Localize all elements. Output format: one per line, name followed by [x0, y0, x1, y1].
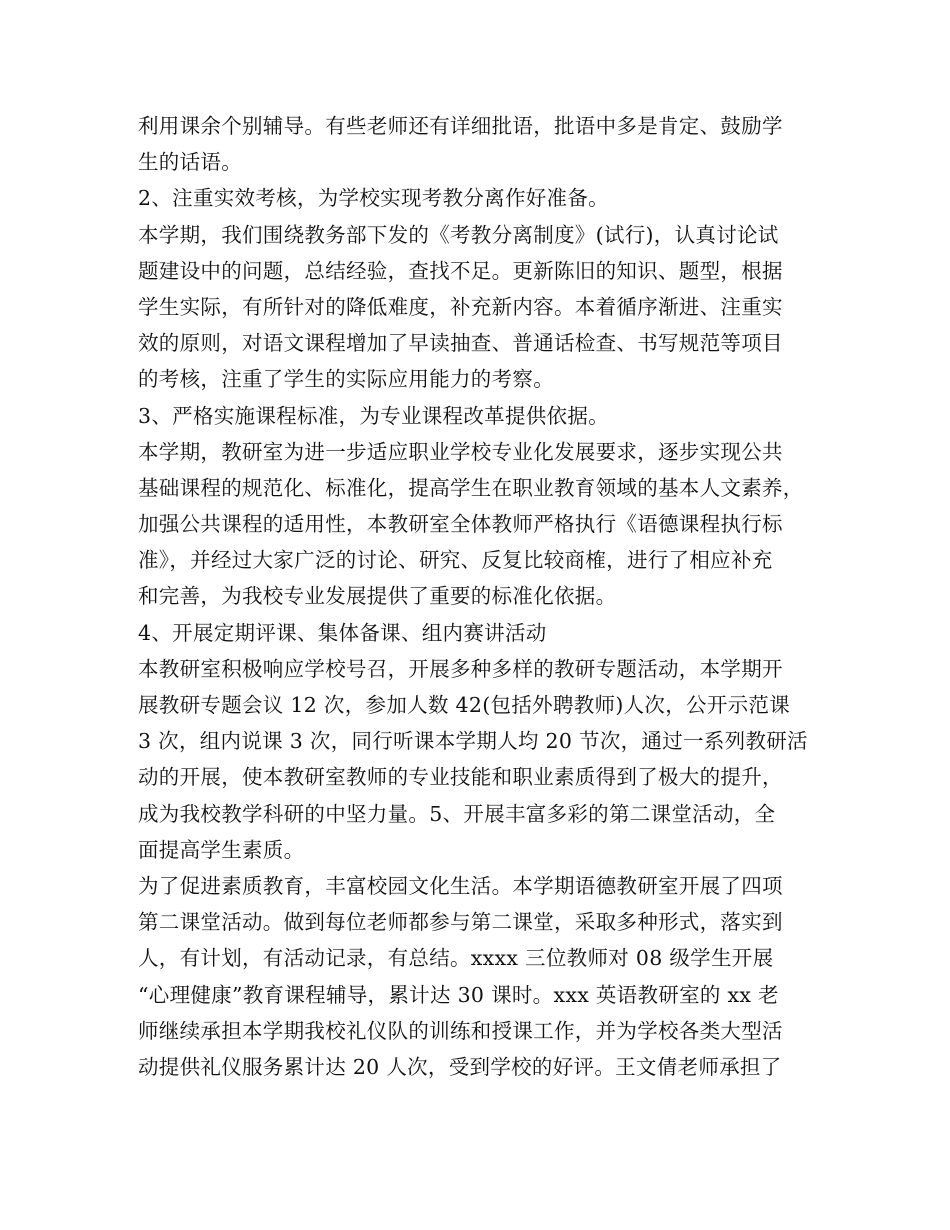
text-line: “心理健康”教育课程辅导，累计达 30 课时。xxx 英语教研室的 xx 老 [138, 982, 779, 1007]
section-heading: 2、注重实效考核，为学校实现考教分离作好准备。 [138, 186, 609, 211]
text-line: 3 次，组内说课 3 次，同行听课本学期人均 20 节次，通过一系列教研活 [138, 729, 808, 754]
text-line: 效的原则，对语文课程增加了早读抽查、普通话检查、书写规范等项目 [138, 331, 783, 356]
text-line: 利用课余个别辅导。有些老师还有详细批语，批语中多是肯定、鼓励学 [138, 114, 783, 138]
text-line: 学生实际，有所针对的降低难度，补充新内容。本着循序渐进、注重实 [138, 294, 783, 319]
section-heading: 4、开展定期评课、集体备课、组内赛讲活动 [138, 620, 547, 645]
text-line: 人，有计划，有活动记录，有总结。xxxx 三位教师对 08 级学生开展 [138, 946, 774, 971]
text-line: 为了促进素质教育，丰富校园文化生活。本学期语德教研室开展了四项 [138, 873, 783, 898]
text-line: 本学期，教研室为进一步适应职业学校专业化发展要求，逐步实现公共 [138, 439, 783, 464]
text-line: 成为我校教学科研的中坚力量。5、开展丰富多彩的第二课堂活动，全 [138, 801, 776, 826]
text-line: 和完善，为我校专业发展提供了重要的标准化依据。 [138, 584, 617, 609]
text-line: 第二课堂活动。做到每位老师都参与第二课堂，采取多种形式，落实到 [138, 910, 783, 935]
text-line: 题建设中的问题，总结经验，查找不足。更新陈旧的知识、题型，根据 [138, 258, 783, 283]
text-line: 展教研专题会议 12 次，参加人数 42(包括外聘教师)人次，公开示范课 [138, 693, 791, 717]
text-line: 动的开展，使本教研室教师的专业技能和职业素质得到了极大的提升， [138, 765, 783, 790]
text-line: 动提供礼仪服务累计达 20 人次，受到学校的好评。王文倩老师承担了 [138, 1054, 782, 1079]
text-line: 准》，并经过大家广泛的讨论、研究、反复比较商榷，进行了相应补充 [138, 548, 773, 573]
text-line: 生的话语。 [138, 150, 242, 175]
text-line: 本学期，我们围绕教务部下发的《考教分离制度》(试行)，认真讨论试 [138, 222, 779, 247]
text-line: 面提高学生素质。 [138, 837, 305, 862]
text-line: 师继续承担本学期我校礼仪队的训练和授课工作，并为学校各类大型活 [138, 1018, 783, 1043]
text-line: 基础课程的规范化、标准化，提高学生在职业教育领域的基本人文素养， [138, 475, 804, 500]
text-line: 加强公共课程的适用性，本教研室全体教师严格执行《语德课程执行标 [138, 512, 783, 537]
section-heading: 3、严格实施课程标准，为专业课程改革提供依据。 [138, 403, 609, 428]
text-line: 本教研室积极响应学校号召，开展多种多样的教研专题活动，本学期开 [138, 656, 783, 681]
body-text [138, 108, 828, 1085]
text-line: 的考核，注重了学生的实际应用能力的考察。 [138, 367, 554, 392]
